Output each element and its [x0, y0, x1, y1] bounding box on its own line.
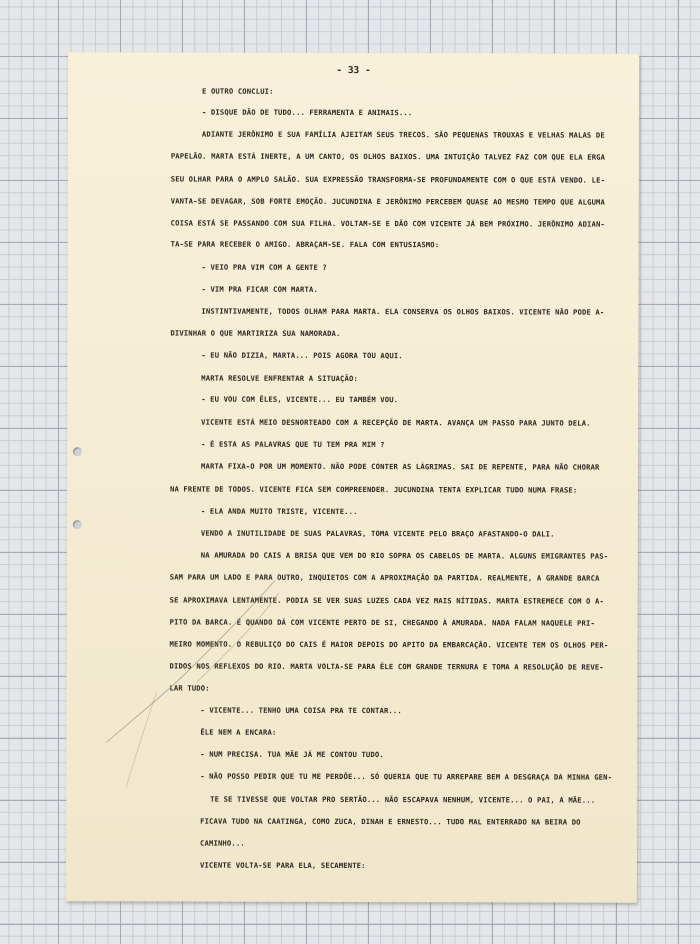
text-line: VANTA-SE DEVAGAR, SOB FORTE EMOÇÃO. JUCUNDINA E JERÔNIMO PERCEBEM QUASE AO MESMO TEMPO QUE ALGUMA: [170, 196, 606, 207]
text-line: MARTA RESOLVE ENFRENTAR A SITUAÇÃO:: [201, 373, 358, 384]
text-line: PITO DA BARCA. É QUANDO DÁ COM VICENTE PERTO DE SI, CHEGANDO À AMURADA. NADA FALAM NAQUELE PRI-: [169, 617, 595, 628]
text-line: - NUM PRECISA. TUA MÃE JÁ ME CONTOU TUDO.: [200, 749, 384, 760]
text-line: COISA ESTÁ SE PASSANDO COM SUA FILHA. VOLTAM-SE E DÃO COM VICENTE JÁ BEM PRÓXIMO. JERÔNIMO ADIAN-: [170, 218, 605, 229]
text-line: DIDOS NOS REFLEXOS DO RIO. MARTA VOLTA-SE PARA ÊLE COM GRANDE TERNURA E TOMA A RESOLUÇÃO DE REVE-: [169, 661, 604, 672]
text-line: - NÃO POSSO PEDIR QUE TU ME PERDÔE... SÓ QUERIA QUE TU ARREPARE BEM A DESGRAÇA DA MINHA GEN-: [200, 771, 613, 782]
text-line: CAMINHO...: [200, 838, 245, 848]
text-line: - EU VOU COM ÊLES, VICENTE... EU TAMBÉM VOU.: [201, 394, 399, 405]
text-line: - VIM PRA FICAR COM MARTA.: [201, 284, 318, 294]
text-line: FICAVA TUDO NA CAATINGA, COMO ZUCA, DINAH E ERNESTO... TUDO MAL ENTERRADO NA BEIRA DO: [200, 816, 581, 827]
text-line: TA-SE PARA RECEBER O AMIGO. ABRAÇAM-SE. FALA COM ENTUSIASMO:: [170, 239, 440, 250]
text-line: MEIRO MOMENTO. O REBULIÇO DO CAIS É MAIOR DEPOIS DO APITO DA EMBARCAÇÃO. VICENTE TEM OS OLHOS PER-: [169, 639, 609, 650]
text-line: ÊLE NEM A ENCARA:: [200, 727, 277, 737]
text-line: SEU OLHAR PARA O AMPLO SALÃO. SUA EXPRESSÃO TRANSFORMA-SE PROFUNDAMENTE COM O QUE ESTÁ VENDO. LE-: [170, 174, 606, 185]
text-line: VICENTE VOLTA-SE PARA ELA, SECAMENTE:: [199, 860, 366, 871]
typewritten-page: [66, 52, 639, 902]
page-number: - 33 -: [336, 64, 371, 77]
text-line: VICENTE ESTÁ MEIO DESNORTEADO COM A RECEPÇÃO DE MARTA. AVANÇA UM PASSO PARA JUNTO DELA.: [201, 417, 591, 428]
text-line: E OUTRO CONCLUI:: [201, 86, 274, 96]
text-line: NA AMURADA DO CAIS A BRISA QUE VEM DO RIO SOPRA OS CABELOS DE MARTA. ALGUNS EMIGRANTES PAS-: [200, 550, 609, 561]
text-line: - É ESTA AS PALAVRAS QUE TU TEM PRA MIM ?: [201, 439, 385, 450]
text-body: [66, 52, 639, 902]
text-line: INSTINTIVAMENTE, TODOS OLHAM PARA MARTA. ELA CONSERVA OS OLHOS BAIXOS. VICENTE NÃO PODE A-: [201, 306, 605, 317]
text-line: MARTA FIXA-O POR UM MOMENTO. NÃO PODE CONTER AS LÁGRIMAS. SAI DE REPENTE, PARA NÃO CHORAR: [201, 461, 600, 472]
text-line: TE SE TIVESSE QUE VOLTAR PRO SERTÃO... NÃO ESCAPAVA NENHUM, VICENTE... O PAI, A MÃE...: [210, 794, 596, 805]
text-line: DIVINHAR O QUE MARTIRIZA SUA NAMORADA.: [170, 328, 341, 338]
text-line: NA FRENTE DE TODOS. VICENTE FICA SEM COMPREENDER. JUCUNDINA TENTA EXPLICAR TUDO NUMA FRASE:: [169, 484, 578, 495]
text-line: - VEIO PRA VIM COM A GENTE ?: [201, 262, 327, 272]
text-line: LAR TUDO:: [169, 683, 210, 693]
text-line: - VICENTE... TENHO UMA COISA PRA TE CONTAR...: [200, 705, 402, 716]
text-line: PAPELÃO. MARTA ESTÁ INERTE, A UM CANTO, OS OLHOS BAIXOS. UMA INTUIÇÃO TALVEZ FAZ COM QUE ELA ERGA: [170, 151, 606, 162]
text-line: VENDO A INUTILIDADE DE SUAS PALAVRAS, TOMA VICENTE PELO BRAÇO AFASTANDO-O DALI.: [200, 528, 555, 539]
text-line: - ELA ANDA MUITO TRISTE, VICENTE...: [200, 506, 358, 517]
text-line: ADIANTE JERÔNIMO E SUA FAMÍLIA AJEITAM SEUS TRECOS. SÃO PEQUENAS TROUXAS E VELHAS MALAS DE: [201, 129, 605, 140]
text-line: - DISQUE DÃO DE TUDO... FERRAMENTA E ANIMAIS...: [201, 107, 413, 118]
text-line: SE APROXIMAVA LENTAMENTE. PODIA SE VER SUAS LUZES CADA VEZ MAIS NÍTIDAS. MARTA ESTREMECE COM O A-: [169, 595, 604, 606]
text-line: SAM PARA UM LADO E PARA OUTRO, INQUIETOS COM A APROXIMAÇÃO DA PARTIDA. REALMENTE, A GRANDE BARCA: [169, 572, 600, 583]
text-line: - EU NÃO DIZIA, MARTA... POIS AGORA TOU AQUI.: [201, 350, 403, 361]
